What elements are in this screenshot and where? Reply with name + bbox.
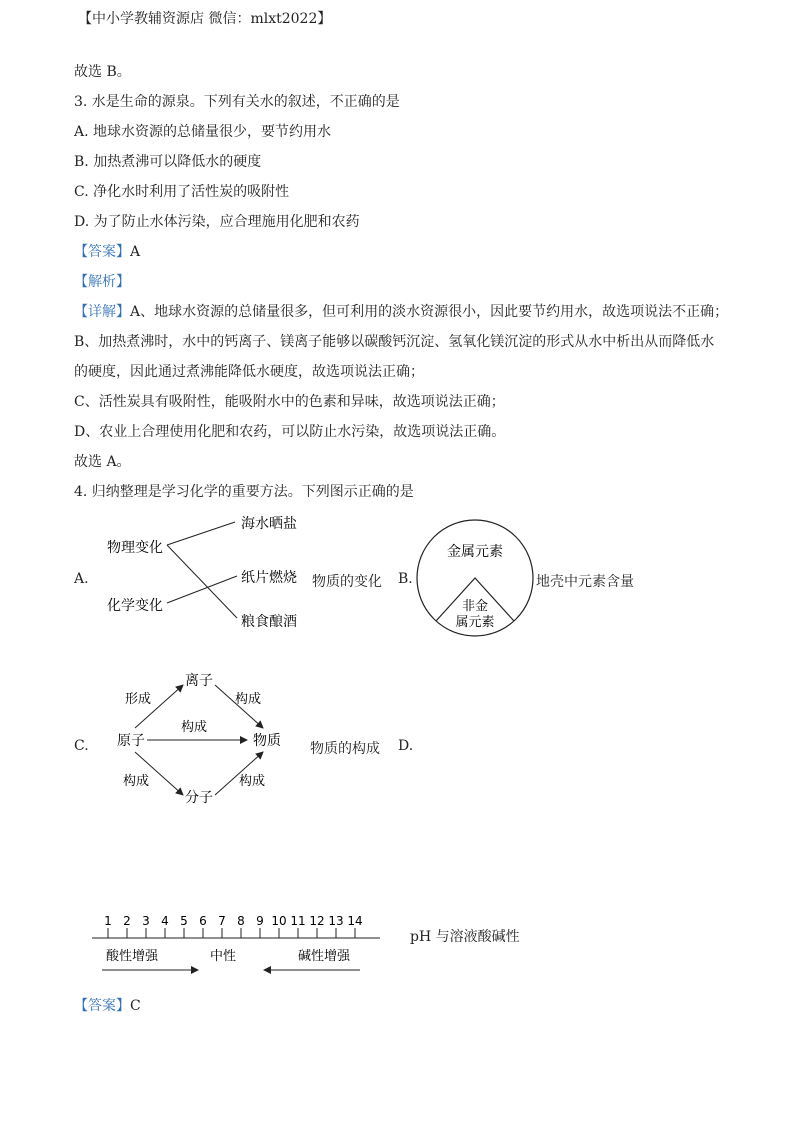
answer-tag-q4: 【答案】 — [74, 998, 130, 1014]
paper-burning-label: 纸片燃烧 — [241, 570, 297, 586]
previous-conclusion: 故选 B。 — [74, 64, 131, 80]
q3-detail-a — [74, 303, 728, 321]
ph-tick-label: 1 — [104, 914, 112, 928]
q4-option-a-letter: A. — [74, 571, 89, 587]
physical-change-label: 物理变化 — [107, 540, 163, 556]
molecule-label: 分子 — [185, 790, 213, 806]
nonmetal-label-1: 非金 — [461, 599, 489, 614]
q4-answer: C — [130, 998, 141, 1014]
compose-label-atom: 构成 — [181, 720, 208, 735]
q3-answer-line — [74, 243, 140, 261]
page-header: 【中小学教辅资源店 微信：mlxt2022】 — [78, 11, 332, 27]
option-a-diagram — [95, 505, 315, 635]
ion-label: 离子 — [185, 673, 213, 689]
q4-option-c-letter: C. — [74, 738, 89, 754]
detail-tag: 【详解】 — [74, 304, 130, 320]
q3-conclusion: 故选 A。 — [74, 454, 131, 470]
q3-option-a: A. 地球水资源的总储量很少，要节约用水 — [74, 124, 332, 140]
option-b-pie — [415, 518, 540, 643]
ph-scale-diagram — [88, 908, 388, 980]
q3-detail-b1: B、加热煮沸时，水中的钙离子、镁离子能够以碳酸钙沉淀、氢氧化镁沉淀的形式从水中析出从而降低水 — [74, 334, 715, 350]
option-c-caption: 物质的构成 — [310, 741, 380, 757]
q3-option-b: B. 加热煮沸可以降低水的硬度 — [74, 154, 262, 170]
ph-ticks — [104, 914, 362, 938]
ph-tick-label: 14 — [347, 914, 363, 928]
q3-option-d: D. 为了防止水体污染，应合理施用化肥和农药 — [74, 214, 360, 230]
neutral-label: 中性 — [210, 949, 237, 964]
acid-label: 酸性增强 — [106, 949, 159, 964]
ph-tick-label: 8 — [237, 914, 245, 928]
chemical-change-label: 化学变化 — [107, 598, 163, 614]
ph-tick-label: 10 — [271, 914, 287, 928]
base-label: 碱性增强 — [298, 949, 351, 964]
q3-detail-c: C、活性炭具有吸附性，能吸附水中的色素和异味，故选项说法正确； — [74, 394, 505, 410]
ph-tick-label: 7 — [218, 914, 226, 928]
answer-tag: 【答案】 — [74, 244, 130, 260]
ph-tick-label: 4 — [161, 914, 169, 928]
ph-tick-label: 13 — [328, 914, 344, 928]
q3-option-c: C. 净化水时利用了活性炭的吸附性 — [74, 184, 290, 200]
option-b-caption: 地壳中元素含量 — [536, 574, 634, 590]
detail-line-a: A、地球水资源的总储量很多，但可利用的淡水资源很小，因此要节约用水，故选项说法不正确； — [130, 304, 729, 320]
nonmetal-label-2: 属元素 — [455, 615, 495, 630]
compose-label-molecule-right: 构成 — [239, 774, 266, 789]
q3-answer: A — [130, 244, 141, 260]
q3-stem: 3. 水是生命的源泉。下列有关水的叙述，不正确的是 — [74, 94, 400, 110]
link-physical-brewing — [167, 545, 237, 618]
q4-stem: 4. 归纳整理是学习化学的重要方法。下列图示正确的是 — [74, 484, 414, 500]
ph-tick-label: 3 — [142, 914, 150, 928]
link-chemical-burning — [167, 576, 237, 603]
ph-tick-label: 9 — [256, 914, 264, 928]
compose-label-ion: 构成 — [235, 692, 262, 707]
option-c-diagram — [105, 665, 305, 810]
option-a-caption: 物质的变化 — [312, 574, 382, 590]
salt-drying-label: 海水晒盐 — [241, 516, 297, 532]
ph-tick-label: 2 — [123, 914, 131, 928]
ph-tick-label: 5 — [180, 914, 188, 928]
q4-option-d-letter: D. — [398, 738, 414, 754]
q4-option-b-letter: B. — [398, 571, 413, 587]
form-label: 形成 — [125, 692, 152, 707]
q3-detail-b2: 的硬度，因此通过煮沸能降低水硬度，故选项说法正确； — [74, 364, 424, 380]
q4-answer-line — [74, 997, 141, 1015]
substance-label: 物质 — [253, 733, 281, 749]
atom-label: 原子 — [117, 733, 145, 749]
analysis-tag: 【解析】 — [74, 274, 130, 290]
q3-detail-d: D、农业上合理使用化肥和农药，可以防止水污染，故选项说法正确。 — [74, 424, 506, 440]
compose-label-molecule-left: 构成 — [123, 774, 150, 789]
grain-brewing-label: 粮食酿酒 — [241, 614, 297, 630]
ph-tick-label: 11 — [290, 914, 306, 928]
ph-tick-label: 12 — [309, 914, 325, 928]
link-physical-saltdrying — [167, 522, 235, 545]
ph-tick-label: 6 — [199, 914, 207, 928]
option-d-caption: pH 与溶液酸碱性 — [410, 929, 520, 945]
metal-label: 金属元素 — [447, 544, 503, 560]
